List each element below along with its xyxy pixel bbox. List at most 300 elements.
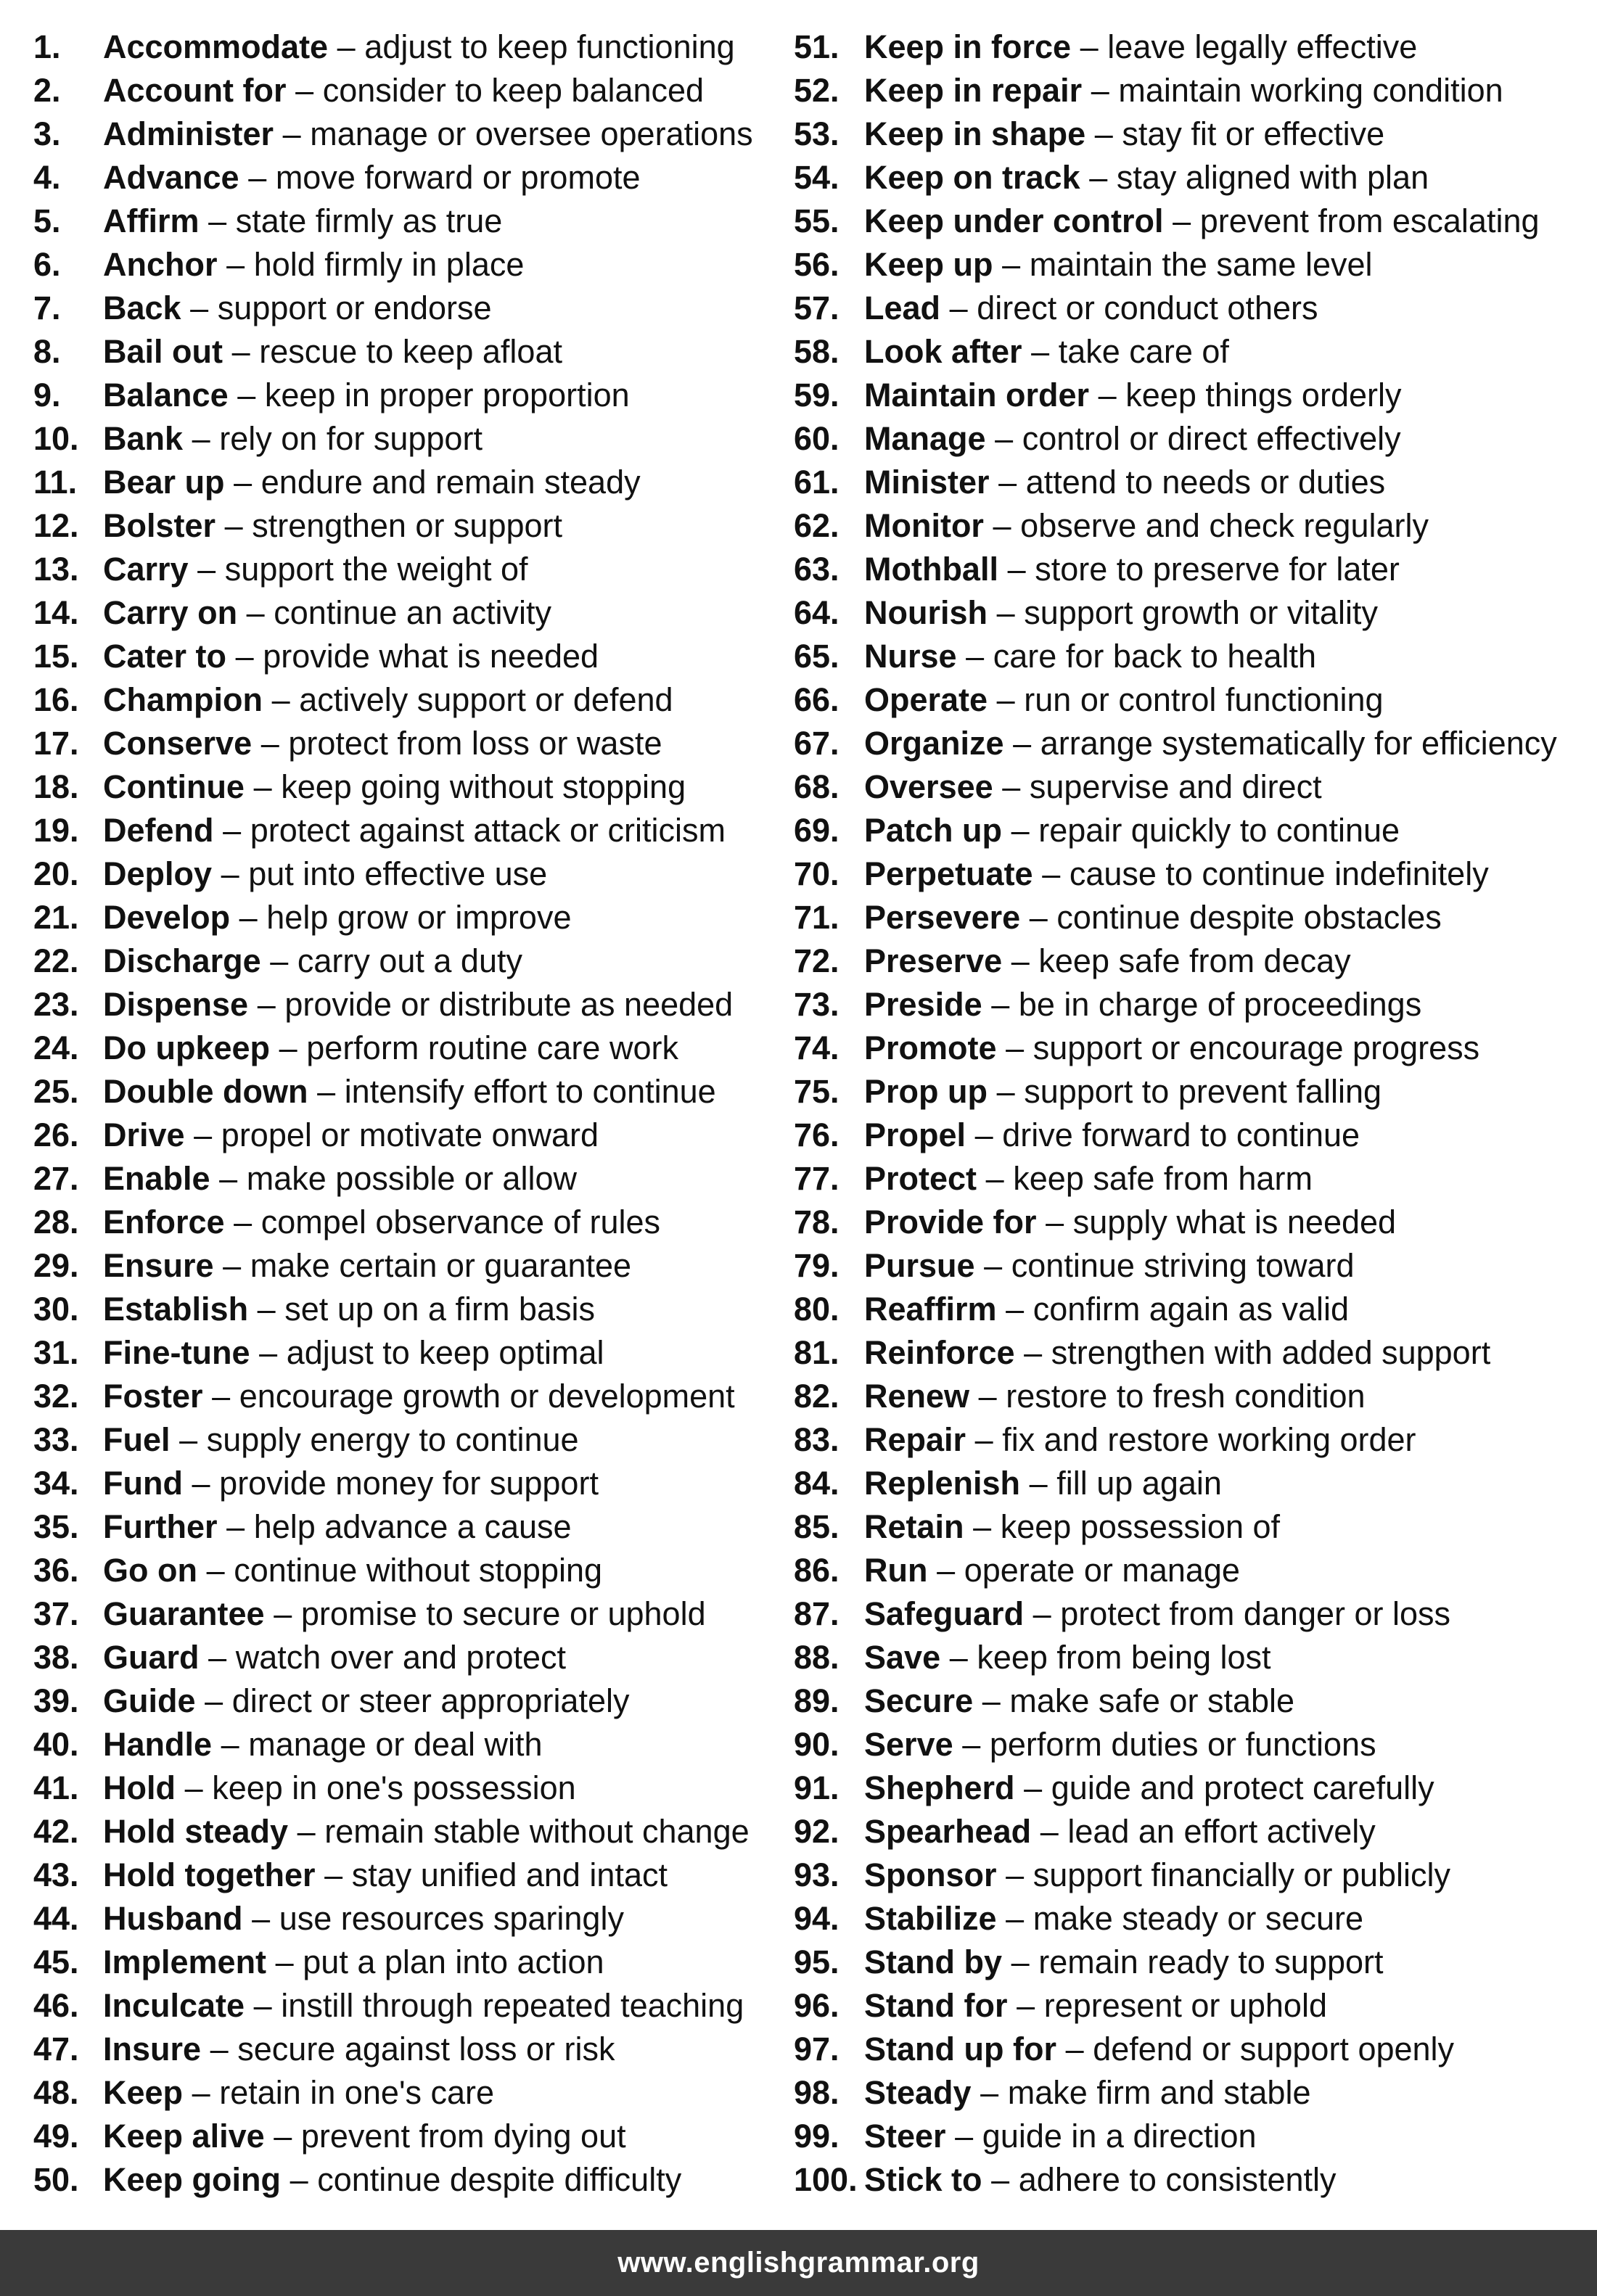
list-item (33, 2073, 788, 2117)
item-term: Spearhead (864, 1813, 1032, 1850)
item-separator: – (282, 115, 301, 152)
item-term: Save (864, 1639, 941, 1676)
list-item (33, 1464, 788, 1507)
item-separator: – (1040, 1813, 1059, 1850)
item-term: Stand by (864, 1943, 1003, 1980)
item-definition: actively support or defend (299, 681, 673, 718)
item-definition: use resources sparingly (279, 1900, 624, 1937)
item-number: 46. (33, 1987, 79, 2024)
item-definition: protect from loss or waste (288, 725, 662, 762)
item-definition: make possible or allow (246, 1160, 577, 1197)
item-number: 84. (794, 1465, 839, 1502)
item-number: 31. (33, 1334, 79, 1371)
item-term: Sponsor (864, 1856, 997, 1893)
item-number: 9. (33, 377, 61, 413)
item-definition: be in charge of proceedings (1018, 986, 1422, 1023)
item-separator: – (1006, 1291, 1025, 1328)
item-number: 54. (794, 159, 839, 196)
item-separator: – (998, 464, 1017, 501)
item-definition: support financially or publicly (1032, 1856, 1451, 1893)
item-definition: guide in a direction (982, 2118, 1257, 2155)
item-separator: – (1029, 1465, 1048, 1502)
item-definition: cause to continue indefinitely (1069, 855, 1489, 892)
item-term: Repair (864, 1421, 966, 1458)
item-separator: – (237, 377, 256, 413)
item-number: 59. (794, 377, 839, 413)
item-number: 86. (794, 1552, 839, 1589)
item-definition: strengthen or support (252, 507, 563, 544)
item-term: Renew (864, 1378, 970, 1415)
item-separator: – (1007, 551, 1026, 588)
item-separator: – (337, 28, 356, 65)
item-definition: state firmly as true (235, 202, 503, 239)
item-number: 82. (794, 1378, 839, 1415)
list-item (794, 1333, 1592, 1377)
item-separator: – (1080, 28, 1099, 65)
item-term: Bail out (103, 333, 223, 370)
item-term: Double down (103, 1073, 308, 1110)
item-separator: – (1002, 246, 1021, 283)
item-separator: – (996, 681, 1015, 718)
item-number: 99. (794, 2118, 839, 2155)
item-term: Keep up (864, 246, 993, 283)
item-term: Deploy (103, 855, 213, 892)
item-term: Preserve (864, 942, 1003, 979)
item-definition: continue despite difficulty (317, 2161, 682, 2198)
item-term: Go on (103, 1552, 197, 1589)
item-term: Oversee (864, 768, 993, 805)
item-term: Nourish (864, 594, 988, 631)
item-separator: – (270, 942, 289, 979)
item-term: Keep in repair (864, 72, 1083, 109)
list-item (794, 289, 1592, 332)
item-separator: – (257, 986, 276, 1023)
item-number: 8. (33, 333, 61, 370)
item-term: Hold (103, 1769, 176, 1806)
item-term: Mothball (864, 551, 998, 588)
list-item (794, 28, 1592, 71)
item-number: 39. (33, 1682, 79, 1719)
list-item (33, 680, 788, 724)
item-term: Protect (864, 1160, 977, 1197)
item-number: 47. (33, 2030, 79, 2067)
item-term: Monitor (864, 507, 984, 544)
list-item (794, 855, 1592, 898)
list-item (33, 289, 788, 332)
item-definition: strengthen with added support (1051, 1334, 1491, 1371)
list-item (794, 1856, 1592, 1899)
item-number: 3. (33, 115, 61, 152)
item-separator: – (1046, 1203, 1064, 1240)
item-term: Bolster (103, 507, 216, 544)
item-term: Affirm (103, 202, 200, 239)
item-term: Prop up (864, 1073, 988, 1110)
item-term: Hold together (103, 1856, 316, 1893)
item-term: Advance (103, 159, 239, 196)
item-definition: maintain working condition (1118, 72, 1503, 109)
item-separator: – (949, 289, 968, 326)
item-term: Keep alive (103, 2118, 265, 2155)
item-definition: restore to fresh condition (1006, 1378, 1366, 1415)
item-number: 90. (794, 1726, 839, 1763)
item-separator: – (194, 1116, 213, 1153)
item-definition: confirm again as valid (1032, 1291, 1349, 1328)
item-separator: – (1011, 942, 1030, 979)
item-definition: continue striving toward (1011, 1247, 1355, 1284)
item-term: Fund (103, 1465, 183, 1502)
list-item (33, 811, 788, 855)
item-term: Husband (103, 1900, 243, 1937)
list-item (794, 1377, 1592, 1420)
item-number: 16. (33, 681, 79, 718)
item-separator: – (253, 768, 272, 805)
right-column (794, 0, 1592, 2204)
item-definition: keep in one's possession (212, 1769, 576, 1806)
item-separator: – (275, 1943, 294, 1980)
list-item (794, 593, 1592, 637)
item-term: Anchor (103, 246, 218, 283)
item-number: 70. (794, 855, 839, 892)
item-separator: – (231, 333, 250, 370)
item-definition: intensify effort to continue (344, 1073, 716, 1110)
item-definition: stay aligned with plan (1116, 159, 1429, 196)
item-definition: manage or deal with (248, 1726, 543, 1763)
item-definition: secure against loss or risk (237, 2030, 615, 2067)
list-item (794, 1769, 1592, 1812)
list-item (794, 680, 1592, 724)
list-item (33, 1725, 788, 1769)
item-separator: – (949, 1639, 968, 1676)
list-item (33, 593, 788, 637)
item-definition: promise to secure or uphold (300, 1595, 706, 1632)
item-definition: endure and remain steady (260, 464, 641, 501)
item-term: Operate (864, 681, 988, 718)
list-item (33, 71, 788, 115)
item-term: Manage (864, 420, 986, 457)
item-number: 29. (33, 1247, 79, 1284)
list-item (794, 1420, 1592, 1464)
item-number: 2. (33, 72, 61, 109)
item-number: 44. (33, 1900, 79, 1937)
list-item (33, 1943, 788, 1986)
list-item (794, 1899, 1592, 1943)
item-number: 89. (794, 1682, 839, 1719)
item-number: 64. (794, 594, 839, 631)
item-definition: guide and protect carefully (1051, 1769, 1434, 1806)
list-item (33, 463, 788, 506)
list-item (33, 1507, 788, 1551)
item-term: Defend (103, 812, 214, 849)
list-item (33, 202, 788, 245)
item-separator: – (317, 1073, 336, 1110)
item-number: 45. (33, 1943, 79, 1980)
item-separator: – (1029, 899, 1048, 936)
list-item (794, 1159, 1592, 1203)
item-term: Foster (103, 1378, 203, 1415)
list-item (794, 2160, 1592, 2204)
item-term: Back (103, 289, 181, 326)
item-definition: observe and check regularly (1020, 507, 1429, 544)
item-separator: – (1011, 1943, 1030, 1980)
item-number: 74. (794, 1029, 839, 1066)
list-item (33, 1812, 788, 1856)
list-item (794, 1638, 1592, 1682)
item-separator: – (1011, 812, 1030, 849)
item-number: 72. (794, 942, 839, 979)
item-separator: – (221, 1726, 239, 1763)
item-separator: – (1002, 768, 1021, 805)
item-definition: repair quickly to continue (1038, 812, 1400, 849)
item-separator: – (978, 1378, 997, 1415)
list-item (794, 115, 1592, 158)
item-number: 42. (33, 1813, 79, 1850)
item-definition: remain stable without change (324, 1813, 750, 1850)
item-separator: – (208, 1639, 227, 1676)
item-separator: – (192, 420, 210, 457)
list-item (794, 1072, 1592, 1116)
item-term: Pursue (864, 1247, 975, 1284)
item-separator: – (223, 1247, 242, 1284)
item-definition: rely on for support (219, 420, 483, 457)
item-definition: continue an activity (274, 594, 552, 631)
item-term: Stand for (864, 1987, 1008, 2024)
item-definition: protect against attack or criticism (250, 812, 726, 849)
item-definition: remain ready to support (1038, 1943, 1384, 1980)
item-number: 60. (794, 420, 839, 457)
list-item (794, 1725, 1592, 1769)
item-term: Champion (103, 681, 263, 718)
item-separator: – (991, 2161, 1010, 2198)
item-definition: run or control functioning (1024, 681, 1384, 718)
list-item (794, 1551, 1592, 1595)
item-definition: prevent from escalating (1199, 202, 1540, 239)
item-term: Fine-tune (103, 1334, 250, 1371)
footer-url: www.englishgrammar.org (617, 2247, 980, 2279)
item-separator: – (274, 1595, 292, 1632)
item-separator: – (197, 551, 216, 588)
item-number: 58. (794, 333, 839, 370)
item-separator: – (1024, 1334, 1043, 1371)
item-separator: – (982, 1682, 1001, 1719)
list-item (33, 855, 788, 898)
list-item (33, 724, 788, 768)
item-number: 12. (33, 507, 79, 544)
item-number: 7. (33, 289, 61, 326)
item-separator: – (995, 420, 1014, 457)
item-term: Fuel (103, 1421, 171, 1458)
item-number: 6. (33, 246, 61, 283)
item-number: 79. (794, 1247, 839, 1284)
list-item (33, 985, 788, 1029)
item-definition: make steady or secure (1032, 1900, 1363, 1937)
item-number: 32. (33, 1378, 79, 1415)
item-separator: – (252, 1900, 271, 1937)
list-item (33, 376, 788, 419)
item-term: Organize (864, 725, 1004, 762)
item-number: 26. (33, 1116, 79, 1153)
item-separator: – (234, 1203, 253, 1240)
item-separator: – (212, 1378, 231, 1415)
item-term: Hold steady (103, 1813, 289, 1850)
item-definition: retain in one's care (219, 2074, 495, 2111)
item-separator: – (274, 2118, 292, 2155)
list-item (794, 724, 1592, 768)
item-definition: direct or conduct others (977, 289, 1318, 326)
item-definition: keep possession of (1000, 1508, 1280, 1545)
item-term: Persevere (864, 899, 1021, 936)
list-item (794, 898, 1592, 942)
item-definition: provide what is needed (263, 638, 599, 675)
item-definition: lead an effort actively (1067, 1813, 1376, 1850)
item-number: 93. (794, 1856, 839, 1893)
item-term: Stick to (864, 2161, 982, 2198)
item-number: 53. (794, 115, 839, 152)
item-term: Develop (103, 899, 231, 936)
item-number: 75. (794, 1073, 839, 1110)
item-definition: put into effective use (248, 855, 548, 892)
item-term: Replenish (864, 1465, 1021, 1502)
item-term: Enforce (103, 1203, 225, 1240)
list-item (33, 1159, 788, 1203)
item-separator: – (1042, 855, 1061, 892)
item-definition: rescue to keep afloat (259, 333, 562, 370)
list-item (794, 1116, 1592, 1159)
item-number: 57. (794, 289, 839, 326)
item-number: 56. (794, 246, 839, 283)
item-definition: propel or motivate onward (221, 1116, 599, 1153)
item-separator: – (206, 1552, 225, 1589)
list-item (794, 71, 1592, 115)
item-term: Stand up for (864, 2030, 1056, 2067)
item-term: Carry on (103, 594, 238, 631)
list-item (33, 637, 788, 680)
list-item (794, 2073, 1592, 2117)
item-separator: – (1032, 1595, 1051, 1632)
item-number: 80. (794, 1291, 839, 1328)
item-definition: drive forward to continue (1002, 1116, 1360, 1153)
item-definition: keep from being lost (977, 1639, 1271, 1676)
list-item (794, 376, 1592, 419)
item-number: 30. (33, 1291, 79, 1328)
list-item (794, 768, 1592, 811)
item-separator: – (208, 202, 227, 239)
item-separator: – (246, 594, 265, 631)
list-item (33, 2030, 788, 2073)
item-term: Perpetuate (864, 855, 1033, 892)
list-item (794, 1246, 1592, 1290)
item-term: Keep in force (864, 28, 1072, 65)
item-term: Guard (103, 1639, 200, 1676)
item-number: 78. (794, 1203, 839, 1240)
item-definition: direct or steer appropriately (231, 1682, 630, 1719)
item-number: 1. (33, 28, 61, 65)
item-term: Patch up (864, 812, 1003, 849)
item-separator: – (985, 1160, 1004, 1197)
item-definition: manage or oversee operations (310, 115, 753, 152)
item-separator: – (297, 1813, 316, 1850)
item-definition: watch over and protect (235, 1639, 567, 1676)
item-definition: prevent from dying out (300, 2118, 626, 2155)
item-definition: keep safe from harm (1013, 1160, 1313, 1197)
item-separator: – (259, 1334, 278, 1371)
item-number: 87. (794, 1595, 839, 1632)
item-separator: – (1006, 1856, 1025, 1893)
item-term: Steer (864, 2118, 946, 2155)
item-number: 19. (33, 812, 79, 849)
list-item (794, 245, 1592, 289)
list-item (33, 1986, 788, 2030)
item-term: Nurse (864, 638, 957, 675)
item-term: Stabilize (864, 1900, 997, 1937)
item-definition: keep in proper proportion (264, 377, 630, 413)
item-term: Establish (103, 1291, 249, 1328)
item-number: 41. (33, 1769, 79, 1806)
item-separator: – (253, 1987, 272, 2024)
item-separator: – (190, 289, 209, 326)
item-definition: support or endorse (217, 289, 492, 326)
item-term: Safeguard (864, 1595, 1025, 1632)
item-separator: – (996, 1073, 1015, 1110)
list-item (33, 898, 788, 942)
item-definition: leave legally effective (1107, 28, 1418, 65)
list-item (33, 1246, 788, 1290)
item-separator: – (219, 1160, 238, 1197)
item-definition: supply what is needed (1072, 1203, 1397, 1240)
item-definition: perform routine care work (306, 1029, 678, 1066)
item-number: 38. (33, 1639, 79, 1676)
item-number: 25. (33, 1073, 79, 1110)
item-definition: continue without stopping (234, 1552, 603, 1589)
item-term: Guarantee (103, 1595, 265, 1632)
item-number: 50. (33, 2161, 79, 2198)
item-separator: – (184, 1769, 203, 1806)
item-term: Look after (864, 333, 1022, 370)
item-definition: fix and restore working order (1002, 1421, 1416, 1458)
item-definition: hold firmly in place (253, 246, 525, 283)
item-term: Provide for (864, 1203, 1037, 1240)
item-definition: compel observance of rules (260, 1203, 661, 1240)
item-definition: defend or support openly (1093, 2030, 1455, 2067)
list-item (794, 1290, 1592, 1333)
item-number: 33. (33, 1421, 79, 1458)
item-definition: continue despite obstacles (1056, 899, 1442, 936)
item-number: 21. (33, 899, 79, 936)
item-separator: – (974, 1421, 993, 1458)
item-definition: provide or distribute as needed (284, 986, 734, 1023)
item-number: 68. (794, 768, 839, 805)
list-item (33, 1595, 788, 1638)
footer-banner (0, 2230, 1597, 2296)
item-term: Enable (103, 1160, 210, 1197)
list-item (33, 1029, 788, 1072)
item-number: 43. (33, 1856, 79, 1893)
list-item (33, 1290, 788, 1333)
item-definition: keep going without stopping (281, 768, 686, 805)
item-separator: – (1091, 72, 1109, 109)
item-definition: attend to needs or duties (1025, 464, 1386, 501)
item-term: Conserve (103, 725, 253, 762)
item-separator: – (962, 1726, 981, 1763)
item-number: 73. (794, 986, 839, 1023)
item-number: 5. (33, 202, 61, 239)
item-term: Secure (864, 1682, 974, 1719)
item-definition: store to preserve for later (1035, 551, 1400, 588)
item-term: Preside (864, 986, 982, 1023)
item-number: 69. (794, 812, 839, 849)
item-number: 11. (33, 464, 78, 501)
list-item (794, 637, 1592, 680)
item-separator: – (324, 1856, 343, 1893)
